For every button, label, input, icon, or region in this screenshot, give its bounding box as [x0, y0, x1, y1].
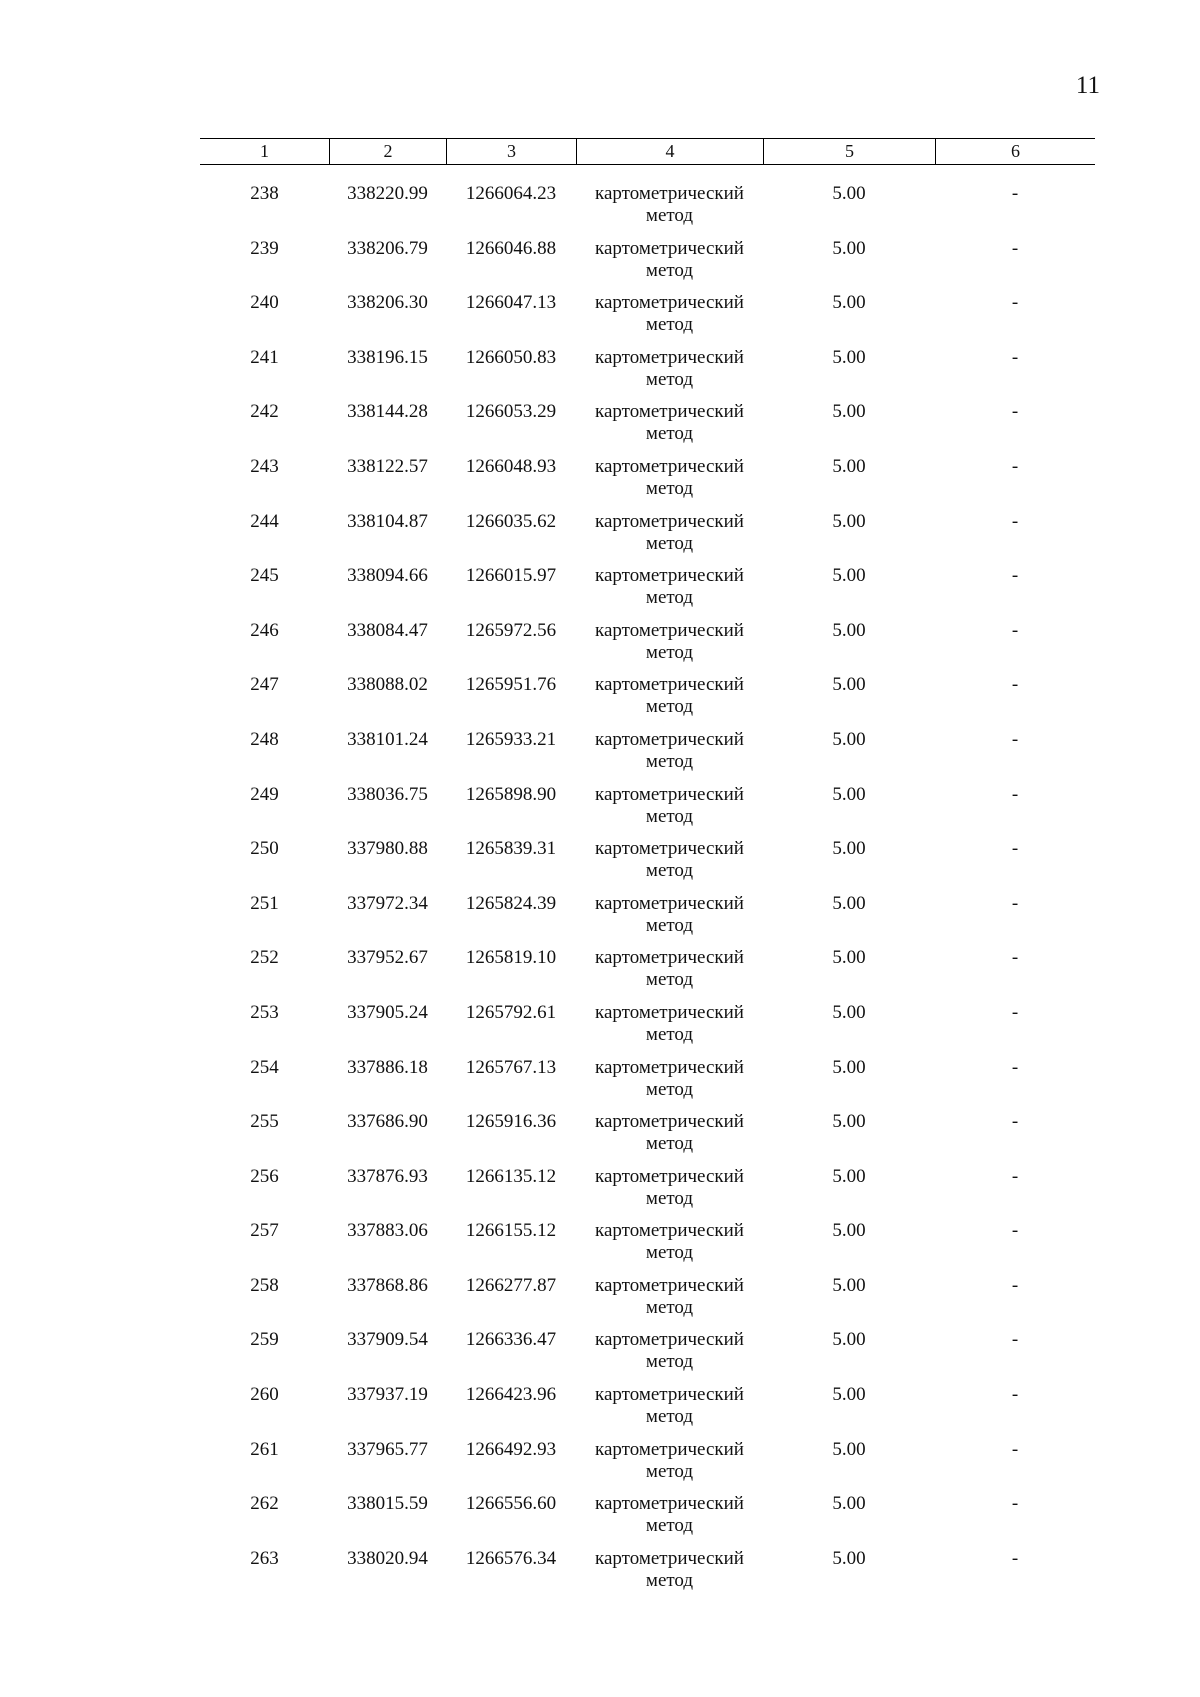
- table-row: [200, 401, 1095, 456]
- accuracy-cell: 5.00: [832, 1220, 866, 1242]
- accuracy-cell: 5.00: [832, 1274, 866, 1296]
- method-line-1: картометрический: [595, 1220, 744, 1242]
- point-number-cell: 261: [250, 1438, 279, 1460]
- point-number-cell: 240: [250, 292, 279, 314]
- method-cell: [576, 183, 763, 238]
- table-row: [200, 511, 1095, 566]
- coord-y-cell: 1265916.36: [465, 1111, 557, 1133]
- method-line-1: картометрический: [595, 674, 744, 696]
- accuracy-cell: 5.00: [832, 947, 866, 969]
- table-row: [200, 1439, 1095, 1494]
- table-row: [200, 674, 1095, 729]
- note-cell: -: [1011, 183, 1019, 204]
- point-number-cell: 258: [250, 1274, 279, 1296]
- header-col-6: 6: [935, 139, 1095, 164]
- method-line-1: картометрический: [595, 1384, 744, 1406]
- point-number-cell: 255: [250, 1111, 279, 1133]
- method-cell: [576, 784, 763, 839]
- accuracy-cell: 5.00: [832, 510, 866, 532]
- note-cell: -: [1011, 619, 1019, 641]
- method-cell: [576, 565, 763, 620]
- method-line-1: картометрический: [595, 1111, 744, 1133]
- coord-x-cell: 338220.99: [347, 183, 428, 204]
- table-row: [200, 1384, 1095, 1439]
- method-line-1: картометрический: [595, 237, 744, 259]
- note-cell: -: [1011, 728, 1019, 750]
- method-cell: [576, 1329, 763, 1384]
- method-line-2: метод: [645, 368, 694, 390]
- coord-y-cell: 1265824.39: [465, 892, 557, 914]
- accuracy-cell: 5.00: [832, 401, 866, 423]
- table-row: [200, 893, 1095, 948]
- method-line-1: картометрический: [595, 947, 744, 969]
- coord-y-cell: 1266050.83: [465, 346, 557, 368]
- table-row: [200, 238, 1095, 293]
- coord-x-cell: 338206.30: [347, 292, 428, 314]
- point-number-cell: 249: [250, 783, 279, 805]
- table-row: [200, 1057, 1095, 1112]
- note-cell: -: [1011, 401, 1019, 423]
- point-number-cell: 262: [250, 1493, 279, 1515]
- table-row: [200, 947, 1095, 1002]
- method-line-1: картометрический: [595, 1056, 744, 1078]
- method-line-1: картометрический: [595, 619, 744, 641]
- method-line-1: картометрический: [595, 292, 744, 314]
- accuracy-cell: 5.00: [832, 1111, 866, 1133]
- note-cell: -: [1011, 455, 1019, 477]
- method-line-2: метод: [645, 1296, 694, 1318]
- accuracy-cell: 5.00: [832, 892, 866, 914]
- coord-y-cell: 1265951.76: [465, 674, 557, 696]
- coord-x-cell: 338036.75: [347, 783, 428, 805]
- coord-x-cell: 338015.59: [347, 1493, 428, 1515]
- accuracy-cell: 5.00: [832, 1438, 866, 1460]
- method-cell: [576, 292, 763, 347]
- method-cell: [576, 1439, 763, 1494]
- method-line-1: картометрический: [595, 346, 744, 368]
- point-number-cell: 238: [250, 183, 279, 204]
- table-row: [200, 565, 1095, 620]
- method-cell: [576, 1111, 763, 1166]
- accuracy-cell: 5.00: [832, 728, 866, 750]
- method-cell: [576, 238, 763, 293]
- coord-y-cell: 1266047.13: [465, 292, 557, 314]
- coord-x-cell: 337952.67: [347, 947, 428, 969]
- method-line-2: метод: [645, 750, 694, 772]
- coord-x-cell: 338144.28: [347, 401, 428, 423]
- accuracy-cell: 5.00: [832, 183, 866, 204]
- method-line-2: метод: [645, 532, 694, 554]
- accuracy-cell: 5.00: [832, 455, 866, 477]
- method-cell: [576, 1275, 763, 1330]
- point-number-cell: 239: [250, 237, 279, 259]
- coord-y-cell: 1265972.56: [465, 619, 557, 641]
- coord-x-cell: 338094.66: [347, 565, 428, 587]
- method-line-2: метод: [645, 1460, 694, 1482]
- point-number-cell: 244: [250, 510, 279, 532]
- method-line-1: картометрический: [595, 1493, 744, 1515]
- table-row: [200, 1220, 1095, 1275]
- coord-y-cell: 1266576.34: [465, 1547, 557, 1569]
- point-number-cell: 245: [250, 565, 279, 587]
- accuracy-cell: 5.00: [832, 1547, 866, 1569]
- method-cell: [576, 838, 763, 893]
- method-cell: [576, 729, 763, 784]
- table-row: [200, 784, 1095, 839]
- note-cell: -: [1011, 237, 1019, 259]
- accuracy-cell: 5.00: [832, 838, 866, 860]
- table-header: [200, 138, 1095, 165]
- method-line-2: метод: [645, 1406, 694, 1428]
- table-row: [200, 1548, 1095, 1603]
- method-line-1: картометрический: [595, 1274, 744, 1296]
- coord-x-cell: 338084.47: [347, 619, 428, 641]
- note-cell: -: [1011, 346, 1019, 368]
- coord-x-cell: 338122.57: [347, 455, 428, 477]
- note-cell: -: [1011, 1329, 1019, 1351]
- coord-x-cell: 337886.18: [347, 1056, 428, 1078]
- coord-x-cell: 337937.19: [347, 1384, 428, 1406]
- method-cell: [576, 1166, 763, 1221]
- coord-x-cell: 337965.77: [347, 1438, 428, 1460]
- coord-y-cell: 1265792.61: [465, 1001, 557, 1023]
- coord-y-cell: 1266035.62: [465, 510, 557, 532]
- note-cell: -: [1011, 783, 1019, 805]
- coord-y-cell: 1266492.93: [465, 1438, 557, 1460]
- coord-y-cell: 1266556.60: [465, 1493, 557, 1515]
- coord-x-cell: 337876.93: [347, 1165, 428, 1187]
- note-cell: -: [1011, 1547, 1019, 1569]
- method-line-2: метод: [645, 1078, 694, 1100]
- method-cell: [576, 1384, 763, 1439]
- coord-y-cell: 1266135.12: [465, 1165, 557, 1187]
- accuracy-cell: 5.00: [832, 1001, 866, 1023]
- method-line-2: метод: [645, 314, 694, 336]
- coord-x-cell: 338104.87: [347, 510, 428, 532]
- coord-x-cell: 338101.24: [347, 728, 428, 750]
- table-row: [200, 347, 1095, 402]
- point-number-cell: 247: [250, 674, 279, 696]
- note-cell: -: [1011, 1165, 1019, 1187]
- coord-y-cell: 1266155.12: [465, 1220, 557, 1242]
- method-line-1: картометрический: [595, 1438, 744, 1460]
- coord-y-cell: 1266053.29: [465, 401, 557, 423]
- note-cell: -: [1011, 1493, 1019, 1515]
- accuracy-cell: 5.00: [832, 346, 866, 368]
- note-cell: -: [1011, 1001, 1019, 1023]
- point-number-cell: 243: [250, 455, 279, 477]
- coord-y-cell: 1265839.31: [465, 838, 557, 860]
- table-row: [200, 456, 1095, 511]
- point-number-cell: 252: [250, 947, 279, 969]
- method-cell: [576, 947, 763, 1002]
- accuracy-cell: 5.00: [832, 237, 866, 259]
- method-line-1: картометрический: [595, 1165, 744, 1187]
- point-number-cell: 246: [250, 619, 279, 641]
- point-number-cell: 260: [250, 1384, 279, 1406]
- page-number: 11: [1075, 72, 1100, 99]
- method-line-1: картометрический: [595, 401, 744, 423]
- method-line-1: картометрический: [595, 838, 744, 860]
- method-line-1: картометрический: [595, 892, 744, 914]
- coord-x-cell: 337868.86: [347, 1274, 428, 1296]
- method-cell: [576, 1493, 763, 1548]
- method-line-1: картометрический: [595, 455, 744, 477]
- coord-x-cell: 338020.94: [347, 1547, 428, 1569]
- coord-x-cell: 337980.88: [347, 838, 428, 860]
- method-line-2: метод: [645, 1569, 694, 1591]
- coord-y-cell: 1265898.90: [465, 783, 557, 805]
- header-col-4: 4: [576, 139, 763, 164]
- header-col-3: 3: [446, 139, 576, 164]
- method-line-2: метод: [645, 1351, 694, 1373]
- coordinates-table: [200, 138, 1095, 1602]
- point-number-cell: 241: [250, 346, 279, 368]
- coord-x-cell: 338196.15: [347, 346, 428, 368]
- method-line-2: метод: [645, 805, 694, 827]
- method-line-1: картометрический: [595, 1547, 744, 1569]
- method-line-1: картометрический: [595, 728, 744, 750]
- coord-x-cell: 337909.54: [347, 1329, 428, 1351]
- coord-y-cell: 1265819.10: [465, 947, 557, 969]
- method-line-1: картометрический: [595, 1329, 744, 1351]
- table-row: [200, 838, 1095, 893]
- note-cell: -: [1011, 947, 1019, 969]
- method-line-2: метод: [645, 1515, 694, 1537]
- method-line-2: метод: [645, 423, 694, 445]
- accuracy-cell: 5.00: [832, 565, 866, 587]
- method-line-1: картометрический: [595, 510, 744, 532]
- table-row: [200, 1493, 1095, 1548]
- table-row: [200, 620, 1095, 675]
- method-line-2: метод: [645, 1242, 694, 1264]
- note-cell: -: [1011, 838, 1019, 860]
- note-cell: -: [1011, 674, 1019, 696]
- accuracy-cell: 5.00: [832, 1493, 866, 1515]
- header-col-1: 1: [260, 141, 269, 161]
- method-line-2: метод: [645, 969, 694, 991]
- point-number-cell: 254: [250, 1056, 279, 1078]
- method-cell: [576, 1002, 763, 1057]
- point-number-cell: 250: [250, 838, 279, 860]
- method-line-2: метод: [645, 477, 694, 499]
- note-cell: -: [1011, 892, 1019, 914]
- method-cell: [576, 1057, 763, 1112]
- point-number-cell: 248: [250, 728, 279, 750]
- accuracy-cell: 5.00: [832, 1056, 866, 1078]
- coord-y-cell: 1266423.96: [465, 1384, 557, 1406]
- note-cell: -: [1011, 292, 1019, 314]
- header-col-2: 2: [329, 139, 446, 164]
- coord-y-cell: 1265933.21: [465, 728, 557, 750]
- table-row: [200, 183, 1095, 238]
- method-cell: [576, 1220, 763, 1275]
- method-line-2: метод: [645, 696, 694, 718]
- accuracy-cell: 5.00: [832, 1165, 866, 1187]
- note-cell: -: [1011, 1274, 1019, 1296]
- coord-y-cell: 1266046.88: [465, 237, 557, 259]
- accuracy-cell: 5.00: [832, 783, 866, 805]
- table-row: [200, 729, 1095, 784]
- table-body: [200, 165, 1095, 1602]
- method-line-2: метод: [645, 860, 694, 882]
- method-line-1: картометрический: [595, 1001, 744, 1023]
- accuracy-cell: 5.00: [832, 1384, 866, 1406]
- method-cell: [576, 893, 763, 948]
- note-cell: -: [1011, 510, 1019, 532]
- note-cell: -: [1011, 1220, 1019, 1242]
- table-row: [200, 1329, 1095, 1384]
- coord-y-cell: 1266277.87: [465, 1274, 557, 1296]
- method-line-2: метод: [645, 1187, 694, 1209]
- coord-y-cell: 1266015.97: [465, 565, 557, 587]
- table-row: [200, 292, 1095, 347]
- method-line-2: метод: [645, 259, 694, 281]
- point-number-cell: 263: [250, 1547, 279, 1569]
- table-row: [200, 1111, 1095, 1166]
- coord-y-cell: 1266048.93: [465, 455, 557, 477]
- table-row: [200, 1166, 1095, 1221]
- method-cell: [576, 347, 763, 402]
- accuracy-cell: 5.00: [832, 674, 866, 696]
- coord-x-cell: 337686.90: [347, 1111, 428, 1133]
- note-cell: -: [1011, 1438, 1019, 1460]
- point-number-cell: 259: [250, 1329, 279, 1351]
- method-cell: [576, 1548, 763, 1603]
- accuracy-cell: 5.00: [832, 1329, 866, 1351]
- note-cell: -: [1011, 565, 1019, 587]
- coord-x-cell: 338088.02: [347, 674, 428, 696]
- coord-x-cell: 337883.06: [347, 1220, 428, 1242]
- coord-x-cell: 337905.24: [347, 1001, 428, 1023]
- point-number-cell: 256: [250, 1165, 279, 1187]
- method-line-1: картометрический: [595, 183, 744, 204]
- coord-x-cell: 337972.34: [347, 892, 428, 914]
- note-cell: -: [1011, 1056, 1019, 1078]
- point-number-cell: 251: [250, 892, 279, 914]
- accuracy-cell: 5.00: [832, 292, 866, 314]
- method-line-2: метод: [645, 205, 694, 226]
- coord-x-cell: 338206.79: [347, 237, 428, 259]
- method-line-1: картометрический: [595, 565, 744, 587]
- method-cell: [576, 401, 763, 456]
- header-col-5: 5: [763, 139, 935, 164]
- note-cell: -: [1011, 1384, 1019, 1406]
- method-cell: [576, 620, 763, 675]
- method-line-1: картометрический: [595, 783, 744, 805]
- table-row: [200, 1002, 1095, 1057]
- method-cell: [576, 511, 763, 566]
- method-line-2: метод: [645, 641, 694, 663]
- point-number-cell: 253: [250, 1001, 279, 1023]
- coord-y-cell: 1265767.13: [465, 1056, 557, 1078]
- method-line-2: метод: [645, 1133, 694, 1155]
- note-cell: -: [1011, 1111, 1019, 1133]
- method-line-2: метод: [645, 587, 694, 609]
- method-cell: [576, 674, 763, 729]
- method-line-2: метод: [645, 914, 694, 936]
- point-number-cell: 242: [250, 401, 279, 423]
- method-cell: [576, 456, 763, 511]
- table-row: [200, 1275, 1095, 1330]
- point-number-cell: 257: [250, 1220, 279, 1242]
- method-line-2: метод: [645, 1023, 694, 1045]
- coord-y-cell: 1266336.47: [465, 1329, 557, 1351]
- accuracy-cell: 5.00: [832, 619, 866, 641]
- coord-y-cell: 1266064.23: [465, 183, 557, 204]
